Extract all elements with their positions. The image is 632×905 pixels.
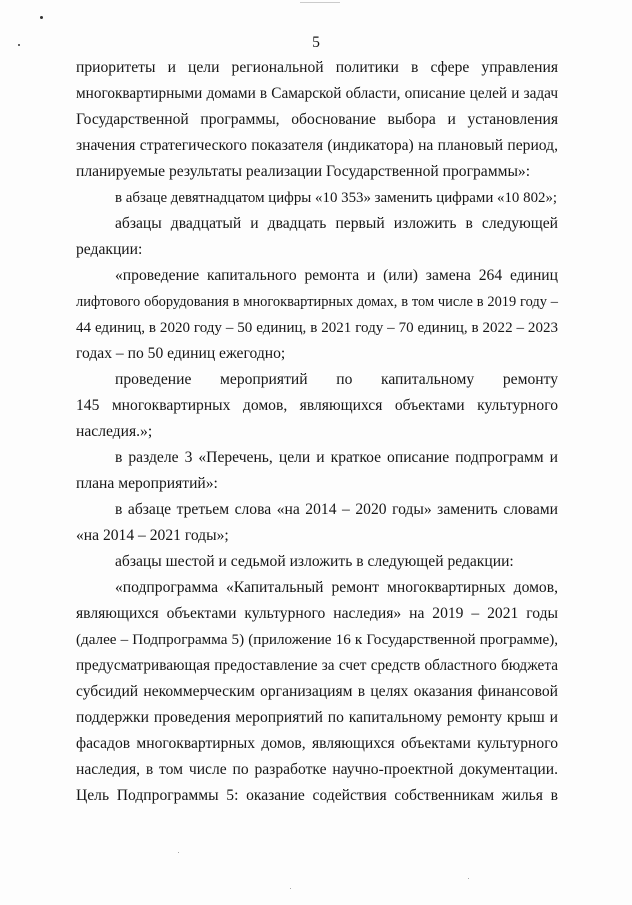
text-line: «на 2014 – 2021 годы»; — [76, 527, 229, 544]
scan-edge — [300, 2, 340, 3]
text-line: в разделе 3 «Перечень, цели и краткое описание подпрограмм и — [115, 449, 558, 466]
text-line: абзацы шестой и седьмой изложить в следующей редакции: — [115, 553, 514, 570]
text-line: 145 многоквартирных домов, являющихся объектами культурного — [76, 397, 558, 414]
text-line: «подпрограмма «Капитальный ремонт многоквартирных домов, — [115, 579, 558, 596]
scan-speck — [40, 16, 43, 19]
text-line: являющихся объектами культурного наследия» на 2019 – 2021 годы — [76, 605, 558, 622]
text-line: планируемые результаты реализации Государственной программы»: — [76, 163, 531, 180]
text-line: (далее – Подпрограмма 5) (приложение 16 к Государственной программе), — [76, 632, 558, 648]
text-line: годах – по 50 единиц ежегодно; — [76, 345, 286, 362]
text-line: наследия, в том числе по разработке научно-проектной документации. — [76, 761, 558, 778]
paragraph-amend-20-21 — [76, 211, 558, 263]
paragraph-elevators — [76, 263, 558, 367]
text-line: в абзаце девятнадцатом цифры «10 353» заменить цифрами «10 802»; — [115, 190, 558, 206]
scan-speck — [178, 852, 179, 853]
text-line: наследия.»; — [76, 423, 153, 440]
text-line: лифтового оборудования в многоквартирных домах, в том числе в 2019 году – — [76, 294, 558, 310]
text-line: значения стратегического показателя (индикатора) на плановый период, — [76, 137, 558, 154]
page-number: 5 — [312, 34, 320, 51]
paragraph-continuation — [76, 55, 558, 185]
scan-speck — [468, 878, 469, 879]
text-line: в абзаце третьем слова «на 2014 – 2020 годы» заменить словами — [115, 501, 558, 518]
text-line: «проведение капитального ремонта и (или) замена 264 единиц — [115, 267, 558, 284]
text-line: предусматривающая предоставление за счет средств областного бюджета — [76, 657, 558, 674]
text-line: абзацы двадцатый и двадцать первый изложить в следующей — [115, 215, 558, 232]
paragraph-years-change — [76, 497, 558, 549]
text-line: редакции: — [76, 241, 143, 258]
text-line: поддержки проведения мероприятий по капитальному ремонту крыш и — [76, 709, 558, 726]
text-line: плана мероприятий»: — [76, 475, 218, 492]
paragraph-section-3 — [76, 445, 558, 497]
text-line: субсидий некоммерческим организациям в целях оказания финансовой — [76, 683, 558, 700]
paragraph-subprogram-5 — [76, 575, 558, 809]
text-line: Цель Подпрограммы 5: оказание содействия собственникам жилья в — [76, 787, 558, 804]
text-line: многоквартирными домами в Самарской области, описание целей и задач — [76, 85, 558, 102]
paragraph-amend-6-7 — [76, 549, 558, 575]
text-line: Государственной программы, обоснование выбора и установления — [76, 111, 558, 128]
text-line: 44 единиц, в 2020 году – 50 единиц, в 2021 году – 70 единиц, в 2022 – 2023 — [76, 320, 558, 336]
text-line: фасадов многоквартирных домов, являющихся объектами культурного — [76, 735, 558, 752]
text-line: проведение мероприятий по капитальному ремонту — [115, 371, 558, 388]
paragraph-heritage-repair — [76, 367, 558, 445]
text-line: приоритеты и цели региональной политики в сфере управления — [76, 59, 558, 76]
paragraph-amend-19 — [76, 185, 558, 211]
scan-speck — [290, 888, 291, 889]
